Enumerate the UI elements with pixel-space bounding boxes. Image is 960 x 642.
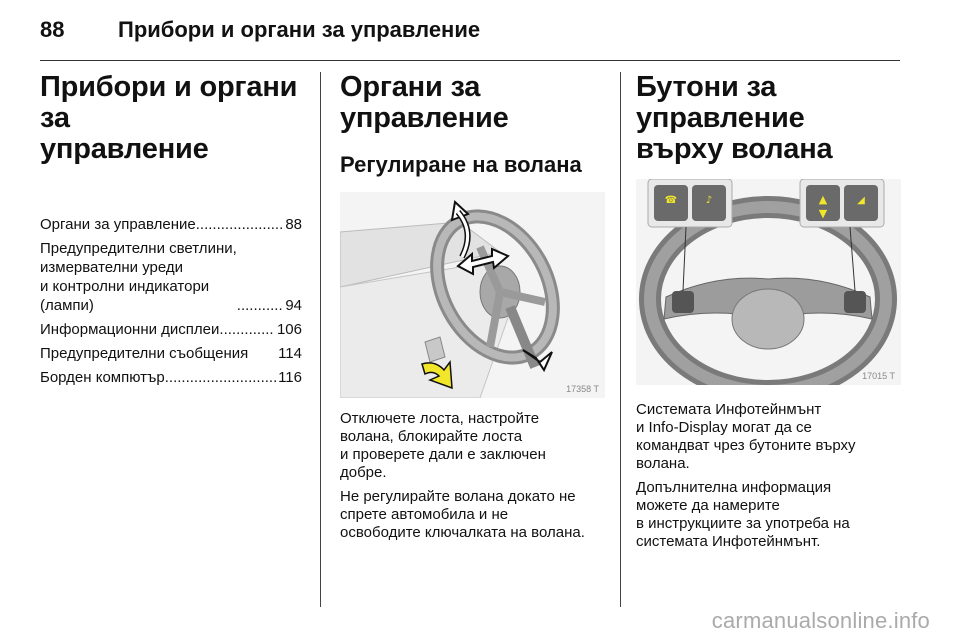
column-divider-2 bbox=[620, 72, 621, 607]
steering-buttons-text bbox=[636, 401, 906, 551]
toc-entry[interactable] bbox=[40, 320, 302, 339]
toc-entry[interactable] bbox=[40, 215, 302, 234]
section-title: Прибори и органи за управление bbox=[40, 71, 298, 165]
steering-buttons-column bbox=[636, 72, 906, 557]
steering-adjust-figure bbox=[340, 192, 605, 398]
toc-entry[interactable] bbox=[40, 239, 302, 315]
toc-entry-label: Информационни дисплеи bbox=[40, 321, 220, 338]
toc-entry-page: 106 bbox=[276, 321, 302, 338]
column-divider-1 bbox=[320, 72, 321, 607]
paragraph: Отключете лоста, настройте волана, блокирайте лоста и проверете дали е заключен добре. bbox=[340, 410, 546, 481]
toc-entry-page: 116 bbox=[278, 369, 302, 386]
section-title: Бутони за управление върху волана bbox=[636, 71, 833, 165]
phone-icon: ☎ bbox=[664, 195, 678, 206]
section-title: Органи за управление bbox=[340, 71, 509, 134]
toc-leader bbox=[219, 320, 275, 339]
toc-entry-label: Органи за управление bbox=[40, 216, 196, 233]
figure-code: 17358 T bbox=[566, 384, 599, 394]
left-wheel-buttons bbox=[672, 291, 694, 313]
steering-wheel-illustration bbox=[340, 192, 605, 398]
toc-entry-page: 88 bbox=[285, 216, 302, 233]
up-icon: ▲ bbox=[818, 193, 828, 206]
toc-column bbox=[40, 72, 302, 392]
header-divider bbox=[40, 60, 900, 61]
voice-icon: ♪ bbox=[705, 195, 713, 206]
toc-leader bbox=[237, 296, 284, 315]
toc-entry-label: Борден компютър bbox=[40, 369, 165, 386]
chapter-title: Прибори и органи за управление bbox=[118, 17, 481, 42]
toc-entry-page: 94 bbox=[285, 297, 302, 314]
paragraph: Допълнителна информация можете да намерите в инструкциите за употреба на системата Инфотейнмънт. bbox=[636, 479, 850, 550]
right-wheel-buttons bbox=[844, 291, 866, 313]
subsection-title: Регулиране на волана bbox=[340, 152, 582, 177]
figure-code: 17015 T bbox=[862, 371, 895, 381]
paragraph: Не регулирайте волана докато не спрете автомобила и не освободите ключалката на волана. bbox=[340, 488, 585, 541]
volume-icon: ◢ bbox=[857, 195, 865, 206]
page-header bbox=[40, 14, 480, 46]
steering-wheel-buttons-illustration bbox=[636, 179, 901, 385]
watermark: carmanualsonline.info bbox=[711, 608, 930, 633]
toc-entry-label: Предупредителни светлини, измервателни уреди и контролни индикатори (лампи) bbox=[40, 240, 237, 314]
toc-entry[interactable] bbox=[40, 344, 302, 363]
paragraph: Системата Инфотейнмънт и Info-Display могат да се командват чрез бутоните върху волана. bbox=[636, 401, 856, 472]
toc-entry[interactable] bbox=[40, 368, 302, 387]
table-of-contents bbox=[40, 215, 302, 387]
controls-column bbox=[340, 72, 605, 548]
down-icon: ▼ bbox=[818, 207, 828, 220]
steering-adjust-text bbox=[340, 410, 605, 542]
toc-leader bbox=[196, 215, 284, 234]
toc-entry-label: Предупредителни съобщения bbox=[40, 345, 249, 362]
steering-buttons-figure bbox=[636, 179, 901, 385]
toc-leader bbox=[165, 368, 276, 387]
toc-entry-page: 114 bbox=[278, 345, 302, 362]
page-number: 88 bbox=[40, 17, 65, 42]
